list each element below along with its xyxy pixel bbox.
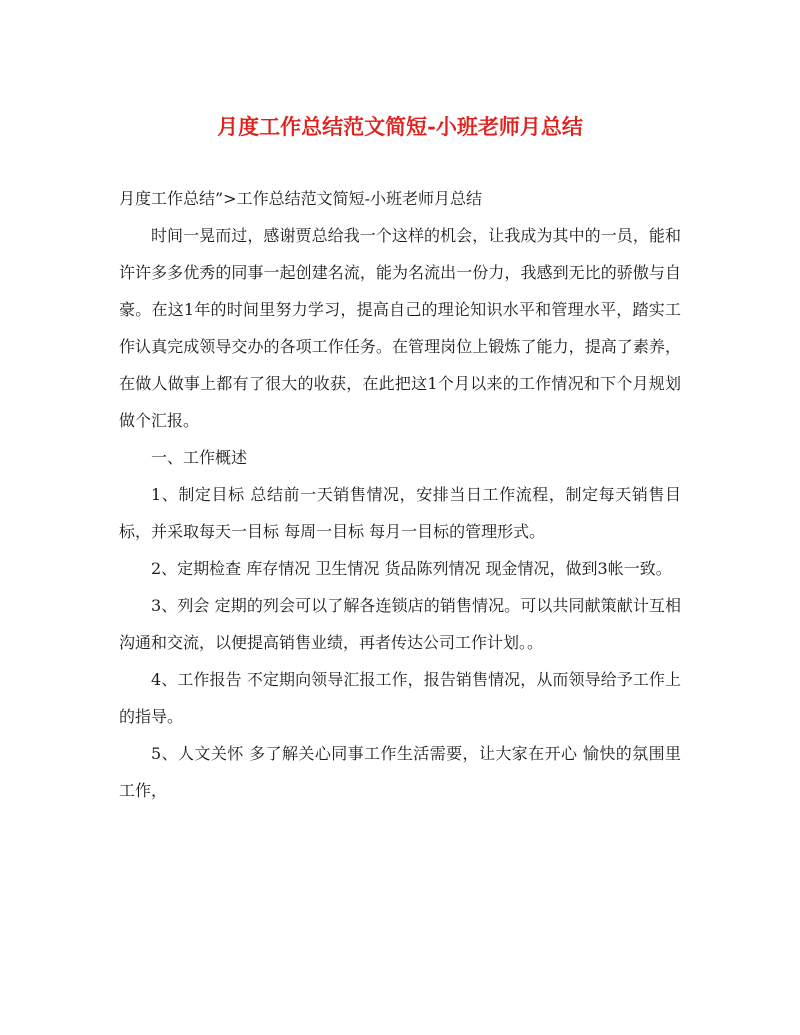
document-title: 月度工作总结范文简短-小班老师月总结 <box>217 114 583 139</box>
document-body <box>119 180 681 809</box>
item-set-targets: 1、制定目标 总结前一天销售情况，安排当日工作流程，制定每天销售目标，并采取每天一目标 每周一目标 每月一目标的管理形式。 <box>119 485 681 541</box>
item-humane-care: 5、人文关怀 多了解关心同事工作生活需要，让大家在开心 愉快的氛围里工作， <box>119 744 681 800</box>
intro-paragraph: 时间一晃而过，感谢贾总给我一个这样的机会，让我成为其中的一员，能和许许多多优秀的同事一起创建名流，能为名流出一份力，我感到无比的骄傲与自豪。在这1年的时间里努力学习，提高自己的理论知识水平和管理水平，踏实工作认真完成领导交办的各项工作任务。在管理岗位上锻炼了能力，提高了素养，在做人做事上都有了很大的收获，在此把这1个月以来的工作情况和下个月规划做个汇报。 <box>119 226 681 430</box>
item-regular-checks: 2、定期检查 库存情况 卫生情况 货品陈列情况 现金情况，做到3帐一致。 <box>151 559 672 578</box>
section-heading-work-overview: 一、工作概述 <box>151 448 248 467</box>
item-meetings: 3、列会 定期的列会可以了解各连锁店的销售情况。可以共同献策献计互相沟通和交流，以便提高销售业绩，再者传达公司工作计划。。 <box>119 596 681 652</box>
source-breadcrumb-line: 月度工作总结”>工作总结范文简短-小班老师月总结 <box>119 189 482 208</box>
item-work-reports: 4、工作报告 不定期向领导汇报工作，报告销售情况，从而领导给予工作上的指导。 <box>119 670 681 726</box>
